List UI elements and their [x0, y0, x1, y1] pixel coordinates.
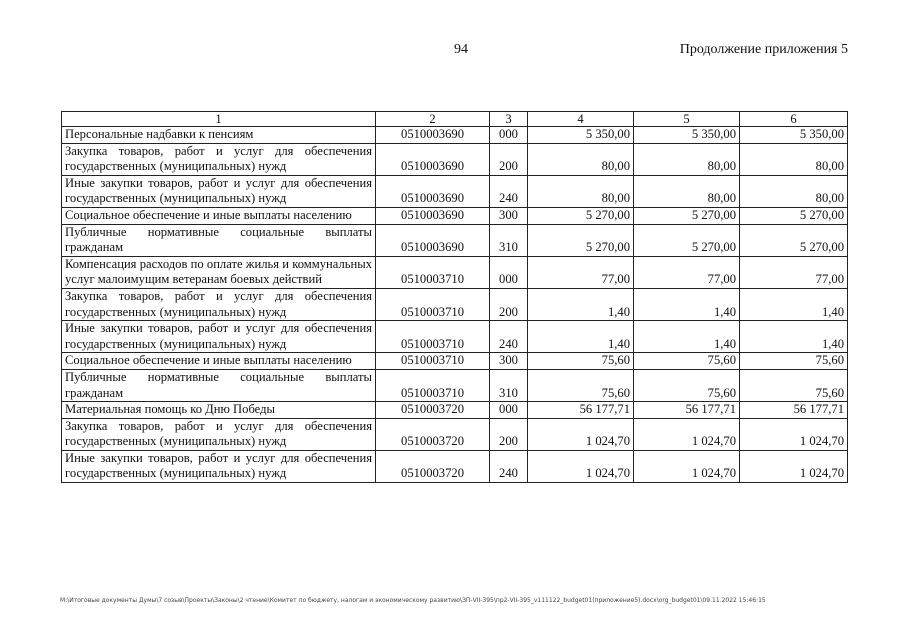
row-code-cell: 0510003710 — [376, 353, 490, 370]
row-code-cell: 0510003710 — [376, 288, 490, 320]
table-row — [62, 127, 848, 144]
row-value-cell: 1,40 — [634, 288, 740, 320]
table-row — [62, 321, 848, 353]
row-value-cell: 75,60 — [740, 353, 848, 370]
row-value-cell: 1 024,70 — [528, 450, 634, 482]
row-type-cell: 300 — [490, 353, 528, 370]
budget-table — [61, 111, 848, 483]
table-row — [62, 143, 848, 175]
row-value-cell: 5 270,00 — [740, 207, 848, 224]
table-row — [62, 418, 848, 450]
row-name-cell: Публичные нормативные социальные выплаты гражданам — [62, 369, 376, 401]
row-value-cell: 56 177,71 — [740, 402, 848, 419]
row-value-cell: 5 350,00 — [634, 127, 740, 144]
row-name-cell: Социальное обеспечение и иные выплаты населению — [62, 353, 376, 370]
row-name-cell: Закупка товаров, работ и услуг для обеспечения государственных (муниципальных) нужд — [62, 143, 376, 175]
row-value-cell: 80,00 — [634, 175, 740, 207]
row-value-cell: 5 270,00 — [528, 224, 634, 256]
row-type-cell: 240 — [490, 450, 528, 482]
row-type-cell: 200 — [490, 288, 528, 320]
row-name-cell: Закупка товаров, работ и услуг для обеспечения государственных (муниципальных) нужд — [62, 418, 376, 450]
row-code-cell: 0510003690 — [376, 127, 490, 144]
row-type-cell: 240 — [490, 321, 528, 353]
row-value-cell: 1,40 — [740, 321, 848, 353]
row-value-cell: 5 270,00 — [634, 207, 740, 224]
row-code-cell: 0510003720 — [376, 402, 490, 419]
table-row — [62, 207, 848, 224]
row-value-cell: 1 024,70 — [740, 450, 848, 482]
row-value-cell: 1,40 — [528, 321, 634, 353]
table-row — [62, 288, 848, 320]
column-header: 2 — [376, 112, 490, 127]
row-value-cell: 80,00 — [740, 175, 848, 207]
row-value-cell: 5 350,00 — [740, 127, 848, 144]
column-header: 3 — [490, 112, 528, 127]
row-value-cell: 77,00 — [528, 256, 634, 288]
row-code-cell: 0510003710 — [376, 369, 490, 401]
row-value-cell: 77,00 — [634, 256, 740, 288]
row-type-cell: 310 — [490, 369, 528, 401]
row-type-cell: 000 — [490, 402, 528, 419]
table-header-row — [62, 112, 848, 127]
row-value-cell: 75,60 — [634, 353, 740, 370]
row-type-cell: 240 — [490, 175, 528, 207]
row-value-cell: 56 177,71 — [634, 402, 740, 419]
row-value-cell: 75,60 — [634, 369, 740, 401]
row-type-cell: 000 — [490, 127, 528, 144]
row-value-cell: 1,40 — [740, 288, 848, 320]
row-value-cell: 75,60 — [528, 353, 634, 370]
table-row — [62, 369, 848, 401]
row-name-cell: Закупка товаров, работ и услуг для обеспечения государственных (муниципальных) нужд — [62, 288, 376, 320]
row-type-cell: 310 — [490, 224, 528, 256]
row-value-cell: 80,00 — [528, 143, 634, 175]
table-row — [62, 402, 848, 419]
file-path-footer: M:\Итоговые документы Думы\7 созыв\Проекты\Законы\2 чтение\Комитет по бюджету, налогам и экономическому развитию\ЗП-VII-395\пр2-VII-395_v111122_budget01(приложение5).docx\org_budget01\09.11.2022 15:46:15 — [60, 597, 766, 604]
row-value-cell: 5 270,00 — [634, 224, 740, 256]
row-value-cell: 80,00 — [634, 143, 740, 175]
table-row — [62, 353, 848, 370]
row-code-cell: 0510003720 — [376, 450, 490, 482]
row-name-cell: Материальная помощь ко Дню Победы — [62, 402, 376, 419]
row-value-cell: 56 177,71 — [528, 402, 634, 419]
column-header: 6 — [740, 112, 848, 127]
row-value-cell: 75,60 — [740, 369, 848, 401]
row-code-cell: 0510003690 — [376, 224, 490, 256]
column-header: 4 — [528, 112, 634, 127]
table-row — [62, 450, 848, 482]
row-name-cell: Социальное обеспечение и иные выплаты населению — [62, 207, 376, 224]
page-number: 94 — [454, 42, 468, 57]
row-value-cell: 1,40 — [528, 288, 634, 320]
row-name-cell: Иные закупки товаров, работ и услуг для обеспечения государственных (муниципальных) нужд — [62, 175, 376, 207]
row-value-cell: 80,00 — [528, 175, 634, 207]
row-code-cell: 0510003710 — [376, 321, 490, 353]
column-header: 5 — [634, 112, 740, 127]
row-value-cell: 1,40 — [634, 321, 740, 353]
row-value-cell: 80,00 — [740, 143, 848, 175]
continuation-label: Продолжение приложения 5 — [679, 42, 848, 57]
row-value-cell: 75,60 — [528, 369, 634, 401]
row-value-cell: 1 024,70 — [634, 418, 740, 450]
row-type-cell: 200 — [490, 143, 528, 175]
row-value-cell: 5 350,00 — [528, 127, 634, 144]
row-type-cell: 300 — [490, 207, 528, 224]
row-value-cell: 5 270,00 — [740, 224, 848, 256]
row-name-cell: Иные закупки товаров, работ и услуг для обеспечения государственных (муниципальных) нужд — [62, 450, 376, 482]
column-header: 1 — [62, 112, 376, 127]
row-value-cell: 1 024,70 — [528, 418, 634, 450]
row-value-cell: 5 270,00 — [528, 207, 634, 224]
row-name-cell: Иные закупки товаров, работ и услуг для обеспечения государственных (муниципальных) нужд — [62, 321, 376, 353]
row-type-cell: 200 — [490, 418, 528, 450]
row-name-cell: Компенсация расходов по оплате жилья и коммунальных услуг малоимущим ветеранам боевых действий — [62, 256, 376, 288]
row-name-cell: Публичные нормативные социальные выплаты гражданам — [62, 224, 376, 256]
row-value-cell: 77,00 — [740, 256, 848, 288]
row-code-cell: 0510003690 — [376, 207, 490, 224]
table-row — [62, 175, 848, 207]
row-code-cell: 0510003710 — [376, 256, 490, 288]
table-row — [62, 224, 848, 256]
row-code-cell: 0510003690 — [376, 143, 490, 175]
row-code-cell: 0510003690 — [376, 175, 490, 207]
row-value-cell: 1 024,70 — [634, 450, 740, 482]
row-name-cell: Персональные надбавки к пенсиям — [62, 127, 376, 144]
row-value-cell: 1 024,70 — [740, 418, 848, 450]
table-row — [62, 256, 848, 288]
row-type-cell: 000 — [490, 256, 528, 288]
row-code-cell: 0510003720 — [376, 418, 490, 450]
